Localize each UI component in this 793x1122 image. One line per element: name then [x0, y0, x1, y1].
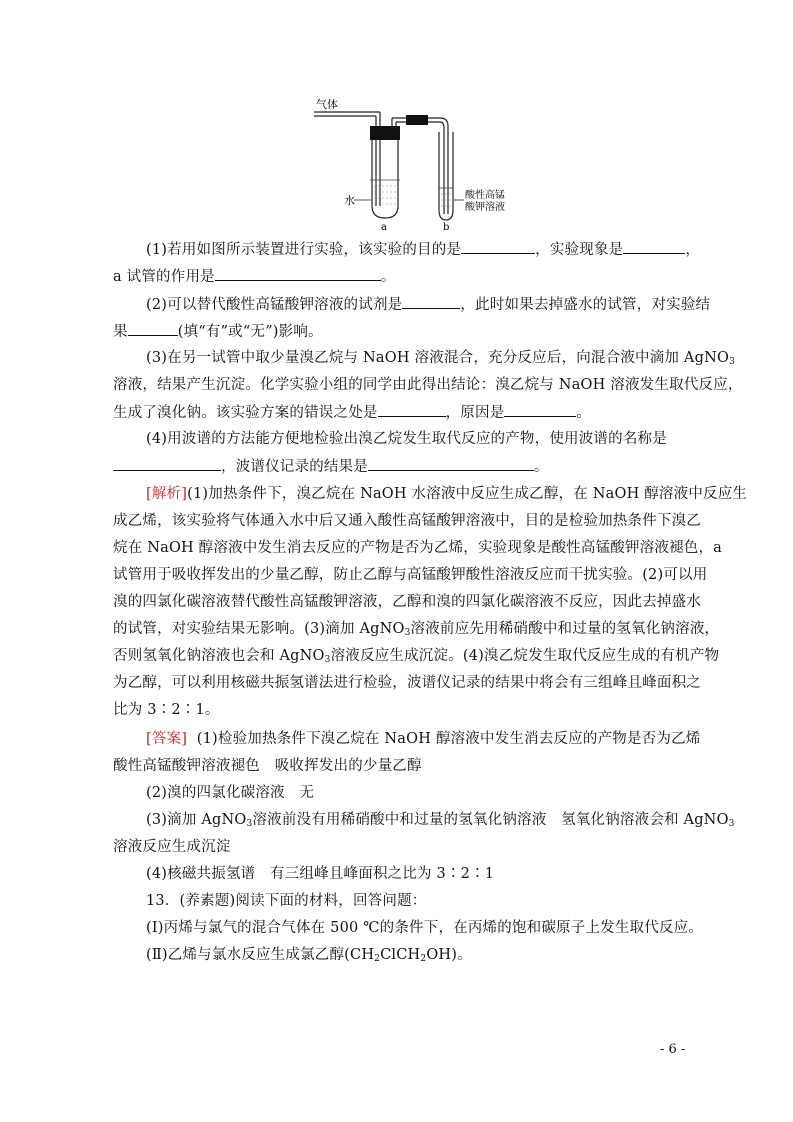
q1-blank-phenomenon[interactable]	[623, 239, 685, 254]
analysis-line6: 的试管，对实验结果无影响。(3)滴加 AgNO$_3$溶液前应先用稀硝酸中和过量的氢氧化钠溶液，	[113, 621, 720, 638]
analysis-line4: 试管用于吸收挥发出的少量乙醇，防止乙醇与高锰酸钾酸性溶液反应而干扰实验。(2)可以用	[113, 567, 708, 583]
tube-b-label: b	[443, 222, 450, 233]
answer-line1: [答案] (1)检验加热条件下溴乙烷在 NaOH 醇溶液中发生消去反应的产物是否为乙烯	[146, 731, 701, 747]
q3-blank-error[interactable]	[378, 402, 446, 417]
answer-tag: [答案]	[146, 731, 188, 747]
q4-line1: (4)用波谱的方法能方便地检验出溴乙烷发生取代反应的产物，使用波谱的名称是	[146, 431, 667, 447]
tube-a-label: a	[381, 222, 387, 233]
analysis-line2: 成乙烯，该实验将气体通入水中后又通入酸性高锰酸钾溶液中，目的是检验加热条件下溴乙	[113, 513, 701, 529]
test-tube-b	[439, 132, 453, 220]
page-number: - 6 -	[660, 1042, 686, 1057]
answer-line4: (3)滴加 AgNO$_3$溶液前没有用稀硝酸中和过量的氢氧化钠溶液 氢氧化钠溶液会和 AgNO$_3$	[146, 812, 735, 829]
answer-line2: 酸性高锰酸钾溶液褪色 吸收挥发出的少量乙醇	[113, 758, 422, 774]
analysis-line8: 为乙醇，可以利用核磁共振氢谱法进行检验，波谱仪记录的结果中将会有三组峰且峰面积之	[113, 675, 701, 691]
analysis-line5: 溴的四氯化碳溶液替代酸性高锰酸钾溶液，乙醇和溴的四氯化碳溶液不反应，因此去掉盛水	[113, 594, 701, 610]
q1-line1: (1)若用如图所示装置进行实验，该实验的目的是 ，实验现象是 ，	[146, 239, 683, 260]
rubber-tube	[406, 115, 428, 125]
answer-line3: (2)溴的四氯化碳溶液 无	[146, 785, 315, 801]
answer-line6: (4)核磁共振氢谱 有三组峰且峰面积之比为 3∶2∶1	[146, 866, 495, 882]
q4-blank-result[interactable]	[368, 456, 534, 471]
q3-line1: (3)在另一试管中取少量溴乙烷与 NaOH 溶液混合，充分反应后，向混合液中滴加 AgNO$_3$	[146, 350, 735, 367]
q3-line2: 溶液，结果产生沉淀。化学实验小组的同学由此得出结论：溴乙烷与 NaOH 溶液发生取代反应，	[113, 377, 743, 393]
reagent-label-2: 酸钾溶液	[465, 202, 505, 213]
q4-line2: ，波谱仪记录的结果是 。	[113, 456, 683, 477]
stopper	[370, 126, 400, 140]
analysis-tag: [解析]	[146, 486, 188, 502]
gas-label: 气体	[316, 98, 338, 111]
q2-line2: 果 (填“有”或“无”)影响。	[113, 321, 683, 342]
water-label: 水	[344, 194, 355, 207]
q2-blank-effect[interactable]	[128, 321, 178, 336]
answer-line5: 溶液反应生成沉淀	[113, 839, 231, 855]
apparatus-figure	[308, 96, 508, 238]
analysis-line9: 比为 3∶2∶1。	[113, 702, 220, 718]
q3-blank-reason[interactable]	[504, 402, 576, 417]
q13-material-1: (Ⅰ)丙烯与氯气的混合气体在 500 ℃的条件下，在丙烯的饱和碳原子上发生取代反应。	[146, 920, 704, 936]
q4-blank-spectrum-name[interactable]	[113, 456, 221, 471]
q3-line3: 生成了溴化钠。该实验方案的错误之处是 ，原因是 。	[113, 402, 683, 423]
q1-line2: a 试管的作用是 。	[113, 266, 683, 287]
reagent-label-1: 酸性高锰	[465, 190, 505, 201]
analysis-line1: [解析](1)加热条件下，溴乙烷在 NaOH 水溶液中反应生成乙醇，在 NaOH 醇溶液中反应生	[146, 486, 748, 502]
q2-blank-reagent[interactable]	[402, 294, 460, 309]
analysis-line7: 否则氢氧化钠溶液也会和 AgNO$_3$溶液反应生成沉淀。(4)溴乙烷发生取代反应生成的有机产物	[113, 648, 720, 665]
q2-line1: (2)可以替代酸性高锰酸钾溶液的试剂是 ，此时如果去掉盛水的试管，对实验结	[146, 294, 683, 315]
q1-blank-purpose[interactable]	[461, 239, 535, 254]
q13-intro: 13．(养素题)阅读下面的材料，回答问题：	[146, 893, 427, 909]
analysis-line3: 烷在 NaOH 醇溶液中发生消去反应的产物是否为乙烯，实验现象是酸性高锰酸钾溶液褪色，a	[113, 540, 723, 556]
q13-material-2: (Ⅱ)乙烯与氯水反应生成氯乙醇$(CH_2ClCH_2OH)$。	[146, 947, 472, 964]
q1-blank-tube-a-role[interactable]	[215, 266, 381, 281]
